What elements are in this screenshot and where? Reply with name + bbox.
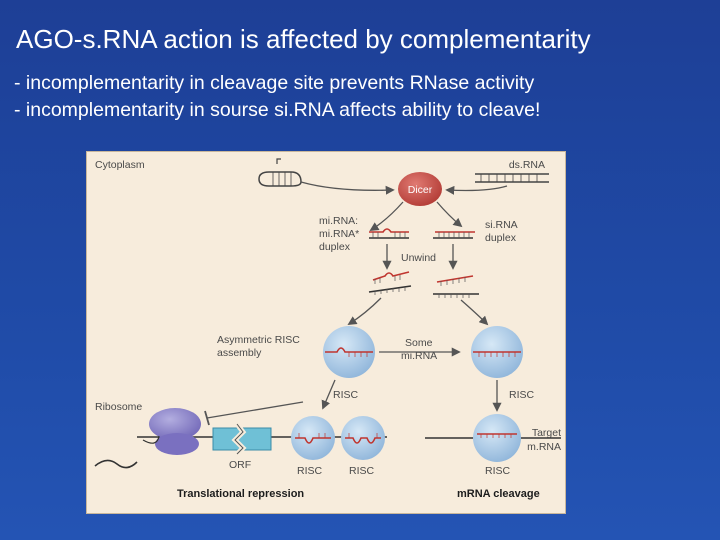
risc-label-mid-right: RISC xyxy=(509,389,535,401)
rnai-pathway-figure xyxy=(86,151,566,514)
pre-mirna-hairpin xyxy=(259,159,301,186)
ribosome-label: Ribosome xyxy=(95,401,143,413)
unwound-mirna-strands xyxy=(369,272,411,295)
mirna-duplex-label-1: mi.RNA: xyxy=(319,215,359,227)
asymmetric-risc-label-1: Asymmetric RISC xyxy=(217,334,300,346)
ribosome-complex xyxy=(143,408,201,455)
sirna-duplex-label-2: duplex xyxy=(485,232,516,244)
risc-complex-left-assembly xyxy=(323,326,375,378)
mirna-duplex-molecule xyxy=(369,229,409,238)
risc-label-bottom-2: RISC xyxy=(349,465,375,477)
arrow-to-risc-assembly-left xyxy=(349,298,381,324)
dicer-label: Dicer xyxy=(407,184,433,196)
unwind-label: Unwind xyxy=(401,252,437,264)
inhibition-line xyxy=(207,402,303,418)
risc-label-bottom-right: RISC xyxy=(485,465,511,477)
orf-label: ORF xyxy=(229,459,252,471)
arrow-hairpin-to-dicer xyxy=(301,182,393,190)
mirna-duplex-label-2: mi.RNA* xyxy=(319,228,360,240)
bullet-list xyxy=(14,70,540,124)
mrna-cleavage-caption: mRNA cleavage xyxy=(457,488,540,500)
risc-label-mid-left: RISC xyxy=(333,389,359,401)
asymmetric-risc-label-2: assembly xyxy=(217,347,262,359)
target-mrna-label-2: m.RNA xyxy=(527,441,561,453)
risc-complex-bottom-1 xyxy=(291,416,335,460)
risc-label-bottom-1: RISC xyxy=(297,465,323,477)
mrna-tail-left xyxy=(95,460,137,467)
sirna-duplex-label-1: si.RNA xyxy=(485,219,518,231)
target-mrna-label-1: Target xyxy=(531,427,561,439)
slide-title: AGO-s.RNA action is affected by complementarity xyxy=(16,24,591,54)
dsrna-label: ds.RNA xyxy=(508,159,545,171)
sirna-duplex-molecule xyxy=(433,232,475,238)
risc-complex-bottom-right xyxy=(473,414,521,462)
risc-complex-bottom-2 xyxy=(341,416,385,460)
some-mirna-label-2: mi.RNA xyxy=(401,350,438,362)
some-mirna-label-1: Some xyxy=(405,337,433,349)
mirna-duplex-label-3: duplex xyxy=(319,241,350,253)
arrow-dicer-to-mirna xyxy=(371,202,403,230)
pathway-diagram xyxy=(87,152,565,513)
translational-repression-caption: Translational repression xyxy=(177,488,305,500)
arrow-dicer-to-sirna xyxy=(437,202,461,226)
unwound-sirna-strands xyxy=(433,276,479,298)
arrow-dsrna-to-dicer xyxy=(447,186,507,191)
arrow-to-risc-assembly-right xyxy=(461,300,487,324)
risc-complex-right-assembly xyxy=(471,326,523,378)
bullet-cleavage-site: - incomplementarity in cleavage site prevents RNase activity xyxy=(14,72,535,94)
cytoplasm-label: Cytoplasm xyxy=(95,159,145,171)
bullet-source-sirna: - incomplementarity in sourse si.RNA affects ability to cleave! xyxy=(14,99,541,121)
dsrna-molecule xyxy=(475,174,549,182)
